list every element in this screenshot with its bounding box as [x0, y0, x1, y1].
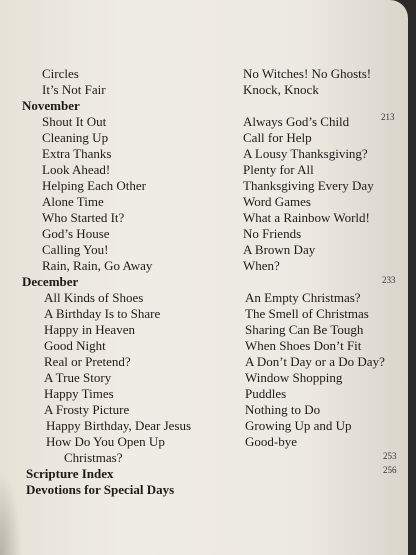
toc-entry-left: All Kinds of Shoes [44, 290, 144, 305]
page-number: 233 [382, 275, 396, 285]
toc-entry-right: Window Shopping [245, 370, 343, 385]
toc-entry-left: Alone Time [42, 194, 104, 209]
toc-entry-right: No Witches! No Ghosts! [243, 66, 372, 81]
toc-entry-right: A Brown Day [243, 242, 316, 257]
toc-entry-right: Word Games [243, 194, 311, 209]
toc-entry-left: Shout It Out [42, 114, 107, 129]
toc-entry-left: Christmas? [64, 450, 123, 465]
toc-entry-left: Cleaning Up [42, 130, 109, 145]
toc-entry-right: Call for Help [243, 130, 312, 145]
toc-entry-right: No Friends [243, 226, 302, 241]
toc-entry-left: Look Ahead! [42, 162, 111, 177]
toc-entry-left: Happy Birthday, Dear Jesus [46, 418, 192, 433]
toc-entry-right: Puddles [245, 386, 287, 401]
section-heading: December [22, 274, 79, 289]
toc-entry-left: It’s Not Fair [42, 82, 106, 97]
toc-entry-left: Happy Times [44, 386, 114, 401]
toc-entry-left: How Do You Open Up [46, 434, 165, 449]
toc-entry-right: Nothing to Do [245, 402, 321, 417]
toc-entry-right: When? [243, 258, 280, 273]
toc-entry-left: A True Story [44, 370, 112, 385]
toc-entry-left: Rain, Rain, Go Away [42, 258, 153, 273]
toc-entry-left: Real or Pretend? [44, 354, 131, 369]
toc-entry-left: Circles [42, 66, 79, 81]
page-number: 213 [381, 112, 395, 122]
toc-entry-left: A Frosty Picture [44, 402, 130, 417]
toc-entry-left: God’s House [42, 226, 110, 241]
toc-entry-right: A Don’t Day or a Do Day? [245, 354, 385, 369]
section-heading: November [22, 98, 80, 113]
toc-entry-right: What a Rainbow World! [243, 210, 370, 225]
toc-entry-right: The Smell of Christmas [245, 306, 369, 321]
toc-entry-left: Who Started It? [42, 210, 125, 225]
toc-entry-left: Happy in Heaven [44, 322, 135, 337]
page-shadow [0, 470, 22, 555]
page-number: 253 [383, 451, 397, 461]
toc-entry-right: Always God’s Child [243, 114, 350, 129]
toc-entry-right: When Shoes Don’t Fit [245, 338, 362, 353]
toc-entry-left: Helping Each Other [42, 178, 146, 193]
toc-entry-left: Calling You! [42, 242, 109, 257]
section-heading: Devotions for Special Days [26, 482, 175, 497]
toc-entry-right: Sharing Can Be Tough [245, 322, 364, 337]
toc-entry-right: A Lousy Thanksgiving? [243, 146, 368, 161]
toc-entry-left: Good Night [44, 338, 106, 353]
section-heading: Scripture Index [26, 466, 114, 481]
toc-entry-right: Good-bye [245, 434, 297, 449]
toc-entry-right: Thanksgiving Every Day [243, 178, 374, 193]
toc-entry-right: Knock, Knock [243, 82, 319, 97]
page-number: 256 [383, 465, 397, 475]
toc-entry-left: A Birthday Is to Share [44, 306, 161, 321]
toc-entry-right: Growing Up and Up [245, 418, 352, 433]
toc-entry-right: Plenty for All [243, 162, 314, 177]
toc-entry-right: An Empty Christmas? [245, 290, 361, 305]
toc-entry-left: Extra Thanks [42, 146, 112, 161]
